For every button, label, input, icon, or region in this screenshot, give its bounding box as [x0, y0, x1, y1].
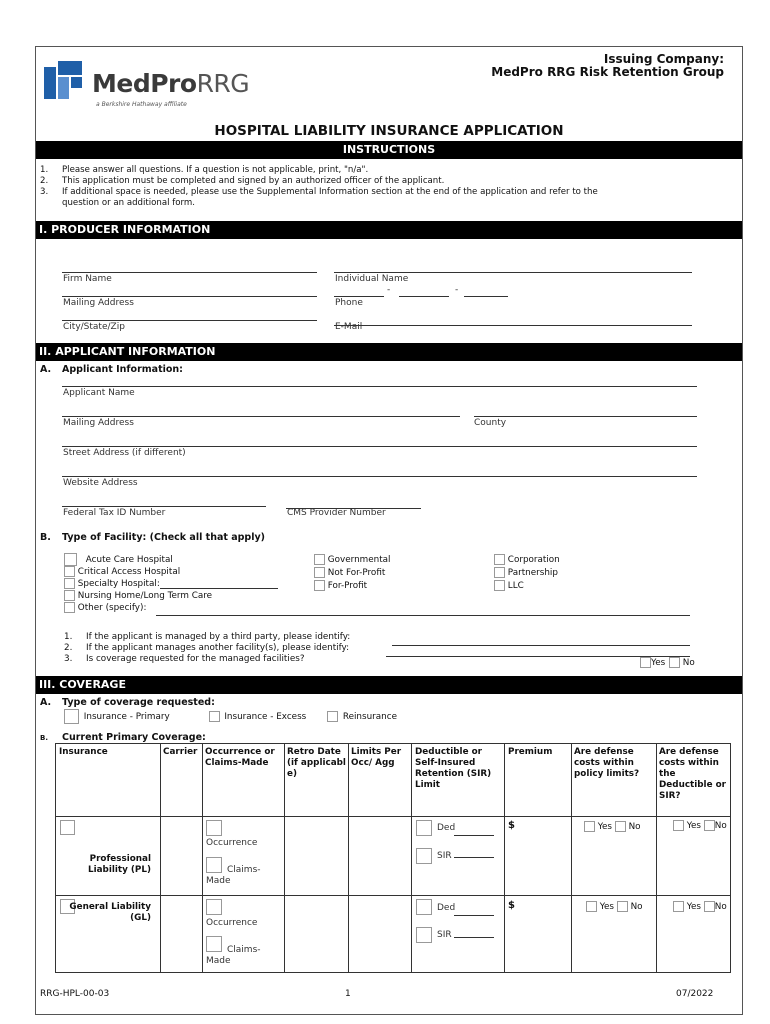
question-item: 3. Is coverage requested for the managed facilities?: [64, 654, 305, 664]
third-party-field[interactable]: [392, 645, 690, 646]
website-field[interactable]: [62, 476, 697, 477]
firm-name-label: Firm Name: [63, 274, 112, 284]
other-specify-field[interactable]: [156, 615, 690, 616]
street-address-field[interactable]: [62, 446, 697, 447]
coverage-subsection-a: A. Type of coverage requested:: [40, 697, 215, 708]
coverage-heading: III. COVERAGE: [36, 676, 742, 694]
county-label: County: [474, 418, 507, 428]
instructions-heading: INSTRUCTIONS: [36, 141, 742, 159]
llc-checkbox[interactable]: [494, 580, 505, 591]
applicant-subsection-b: B. Type of Facility: (Check all that apply): [40, 532, 266, 543]
pl-defense-sir-yes[interactable]: [673, 820, 684, 831]
specialty-hospital-checkbox[interactable]: [64, 578, 75, 589]
pl-sir-checkbox[interactable]: [416, 848, 432, 864]
footer-form-id: RRG-HPL-00-03: [40, 989, 110, 999]
gl-sir-checkbox[interactable]: [416, 927, 432, 943]
corporation-checkbox[interactable]: [494, 554, 505, 565]
producer-heading: I. PRODUCER INFORMATION: [36, 221, 742, 239]
col-header-premium: Premium: [508, 747, 553, 757]
facility-option: LLC: [494, 580, 560, 593]
excess-checkbox[interactable]: [209, 711, 220, 722]
facility-option: Partnership: [494, 567, 560, 580]
gl-ded-field[interactable]: [454, 915, 494, 916]
individual-name-field[interactable]: [334, 272, 692, 273]
facility-col2: [314, 554, 391, 593]
instructions-list: [40, 165, 740, 209]
footer-page-number: 1: [345, 989, 351, 999]
facility-option: Nursing Home/Long Term Care: [64, 590, 278, 602]
form-page: [35, 46, 743, 1015]
facility-option: Not For-Profit: [314, 567, 391, 580]
logo-mark-icon: [44, 61, 84, 101]
website-label: Website Address: [63, 478, 138, 488]
logo-text-medpro: MedPro: [92, 69, 197, 98]
pl-occurrence-label: Occurrence: [206, 838, 258, 848]
firm-name-field[interactable]: [62, 272, 317, 273]
gl-defense-limits-yes-no: Yes No: [586, 901, 643, 912]
applicant-subsection-a: A. Applicant Information:: [40, 364, 183, 375]
issuing-company-name: MedPro RRG Risk Retention Group: [491, 65, 724, 79]
phone-line-field[interactable]: [464, 296, 508, 297]
logo-tagline: a Berkshire Hathaway affiliate: [96, 101, 187, 108]
pl-row-name: Professional Liability (PL): [88, 854, 151, 875]
city-state-zip-label: City/State/Zip: [63, 322, 125, 332]
applicant-name-field[interactable]: [62, 386, 697, 387]
pl-sir-label: SIR: [437, 851, 452, 861]
gl-premium-dollar: $: [508, 900, 515, 911]
managed-yes-checkbox[interactable]: [640, 657, 651, 668]
pl-defense-limits-yes-no: Yes No: [584, 821, 641, 832]
applicant-name-label: Applicant Name: [63, 388, 135, 398]
pl-row-checkbox[interactable]: [60, 820, 75, 835]
street-address-label: Street Address (if different): [63, 448, 186, 458]
page-title: HOSPITAL LIABILITY INSURANCE APPLICATION: [214, 123, 564, 139]
instruction-item: 2. This application must be completed and signed by an authorized officer of the applicant.: [40, 176, 445, 186]
acute-care-checkbox[interactable]: [64, 553, 77, 566]
coverage-subsection-b: B. Current Primary Coverage:: [40, 732, 206, 743]
pl-defense-limits-yes[interactable]: [584, 821, 595, 832]
not-for-profit-checkbox[interactable]: [314, 567, 325, 578]
applicant-questions: [64, 632, 350, 665]
pl-claims-made-label: Claims-Made: [206, 865, 261, 886]
gl-row-name: General Liability (GL): [69, 902, 151, 923]
critical-access-checkbox[interactable]: [64, 566, 75, 577]
for-profit-checkbox[interactable]: [314, 580, 325, 591]
governmental-checkbox[interactable]: [314, 554, 325, 565]
pl-defense-sir-no[interactable]: [704, 820, 715, 831]
facility-option: For-Profit: [314, 580, 391, 593]
pl-ded-field[interactable]: [454, 835, 494, 836]
managed-no-checkbox[interactable]: [669, 657, 680, 668]
partnership-checkbox[interactable]: [494, 567, 505, 578]
mailing-address-label: Mailing Address: [63, 298, 134, 308]
other-facility-checkbox[interactable]: [64, 602, 75, 613]
phone-label: Phone: [335, 298, 363, 308]
pl-defense-limits-no[interactable]: [615, 821, 626, 832]
col-header-limits: Limits Per Occ/ Agg: [351, 747, 402, 768]
col-header-defense-sir: Are defense costs within the Deductible or SIR?: [659, 747, 726, 801]
col-header-insurance: Insurance: [59, 747, 108, 757]
facility-col3: [494, 554, 560, 593]
facility-col1: [64, 553, 278, 614]
issuing-company-label: Issuing Company:: [603, 52, 724, 66]
email-field[interactable]: [334, 325, 692, 326]
pl-ded-checkbox[interactable]: [416, 820, 432, 836]
gl-defense-limits-no[interactable]: [617, 901, 628, 912]
applicant-heading: II. APPLICANT INFORMATION: [36, 343, 742, 361]
individual-name-label: Individual Name: [335, 274, 409, 284]
col-header-deductible: Deductible or Self-Insured Retention (SIR) Limit: [415, 747, 492, 790]
facility-option: Corporation: [494, 554, 560, 567]
pl-ded-label: Ded: [437, 823, 456, 833]
gl-occurrence-checkbox[interactable]: [206, 899, 222, 915]
gl-claims-made-label: Claims-Made: [206, 945, 261, 966]
county-field[interactable]: [474, 416, 697, 417]
facility-option: Critical Access Hospital: [64, 566, 278, 578]
instruction-item: 3. If additional space is needed, please use the Supplemental Information section at the end of the application and refer to the: [40, 187, 598, 197]
gl-defense-sir-yes[interactable]: [673, 901, 684, 912]
question-item: 2. If the applicant manages another facility(s), please identify:: [64, 643, 350, 653]
gl-occurrence-label: Occurrence: [206, 918, 258, 928]
instruction-item: question or an additional form.: [62, 198, 196, 208]
gl-defense-sir-no[interactable]: [704, 901, 715, 912]
phone-area-field[interactable]: [334, 296, 384, 297]
phone-dash: -: [455, 285, 459, 295]
footer-date: 07/2022: [676, 989, 714, 999]
pl-occurrence-checkbox[interactable]: [206, 820, 222, 836]
gl-ded-checkbox[interactable]: [416, 899, 432, 915]
medpro-logo: [44, 61, 250, 111]
col-header-carrier: Carrier: [163, 747, 198, 757]
gl-defense-sir-yes-no: Yes No: [673, 901, 727, 912]
reinsurance-checkbox[interactable]: [327, 711, 338, 722]
gl-sir-label: SIR: [437, 930, 452, 940]
tax-id-field[interactable]: [62, 506, 266, 507]
col-header-defense-limits: Are defense costs within policy limits?: [574, 747, 640, 779]
managed-coverage-yes-no: Yes No: [640, 657, 695, 668]
gl-defense-limits-yes[interactable]: [586, 901, 597, 912]
facility-option: Specialty Hospital:: [64, 578, 278, 590]
applicant-mailing-field[interactable]: [62, 416, 460, 417]
pl-defense-sir-yes-no: Yes No: [673, 820, 727, 831]
pl-premium-dollar: $: [508, 820, 515, 831]
phone-dash: -: [387, 285, 391, 295]
applicant-mailing-label: Mailing Address: [63, 418, 134, 428]
cms-label: CMS Provider Number: [287, 508, 386, 518]
pl-sir-field[interactable]: [454, 857, 494, 858]
tax-id-label: Federal Tax ID Number: [63, 508, 166, 518]
col-header-retro: Retro Date (if applicable): [287, 747, 346, 779]
gl-sir-field[interactable]: [454, 937, 494, 938]
facility-option: Other (specify):: [64, 602, 278, 614]
mailing-address-field[interactable]: [62, 296, 317, 297]
coverage-types: Insurance - Primary Insurance - Excess Reinsurance: [64, 709, 397, 724]
email-label: E-Mail: [335, 322, 363, 332]
logo-text-rrg: RRG: [196, 69, 250, 98]
specialty-hospital-field[interactable]: [160, 588, 278, 589]
phone-prefix-field[interactable]: [399, 296, 449, 297]
primary-checkbox[interactable]: [64, 709, 79, 724]
city-state-zip-field[interactable]: [62, 320, 317, 321]
col-header-occurrence: Occurrence or Claims-Made: [205, 747, 275, 768]
facility-option: Governmental: [314, 554, 391, 567]
question-item: 1. If the applicant is managed by a third party, please identify:: [64, 632, 351, 642]
facility-option: Acute Care Hospital: [64, 553, 278, 566]
coverage-table: [55, 743, 731, 973]
nursing-home-checkbox[interactable]: [64, 590, 75, 601]
gl-ded-label: Ded: [437, 903, 456, 913]
instruction-item: 1. Please answer all questions. If a question is not applicable, print, "n/a".: [40, 165, 369, 175]
